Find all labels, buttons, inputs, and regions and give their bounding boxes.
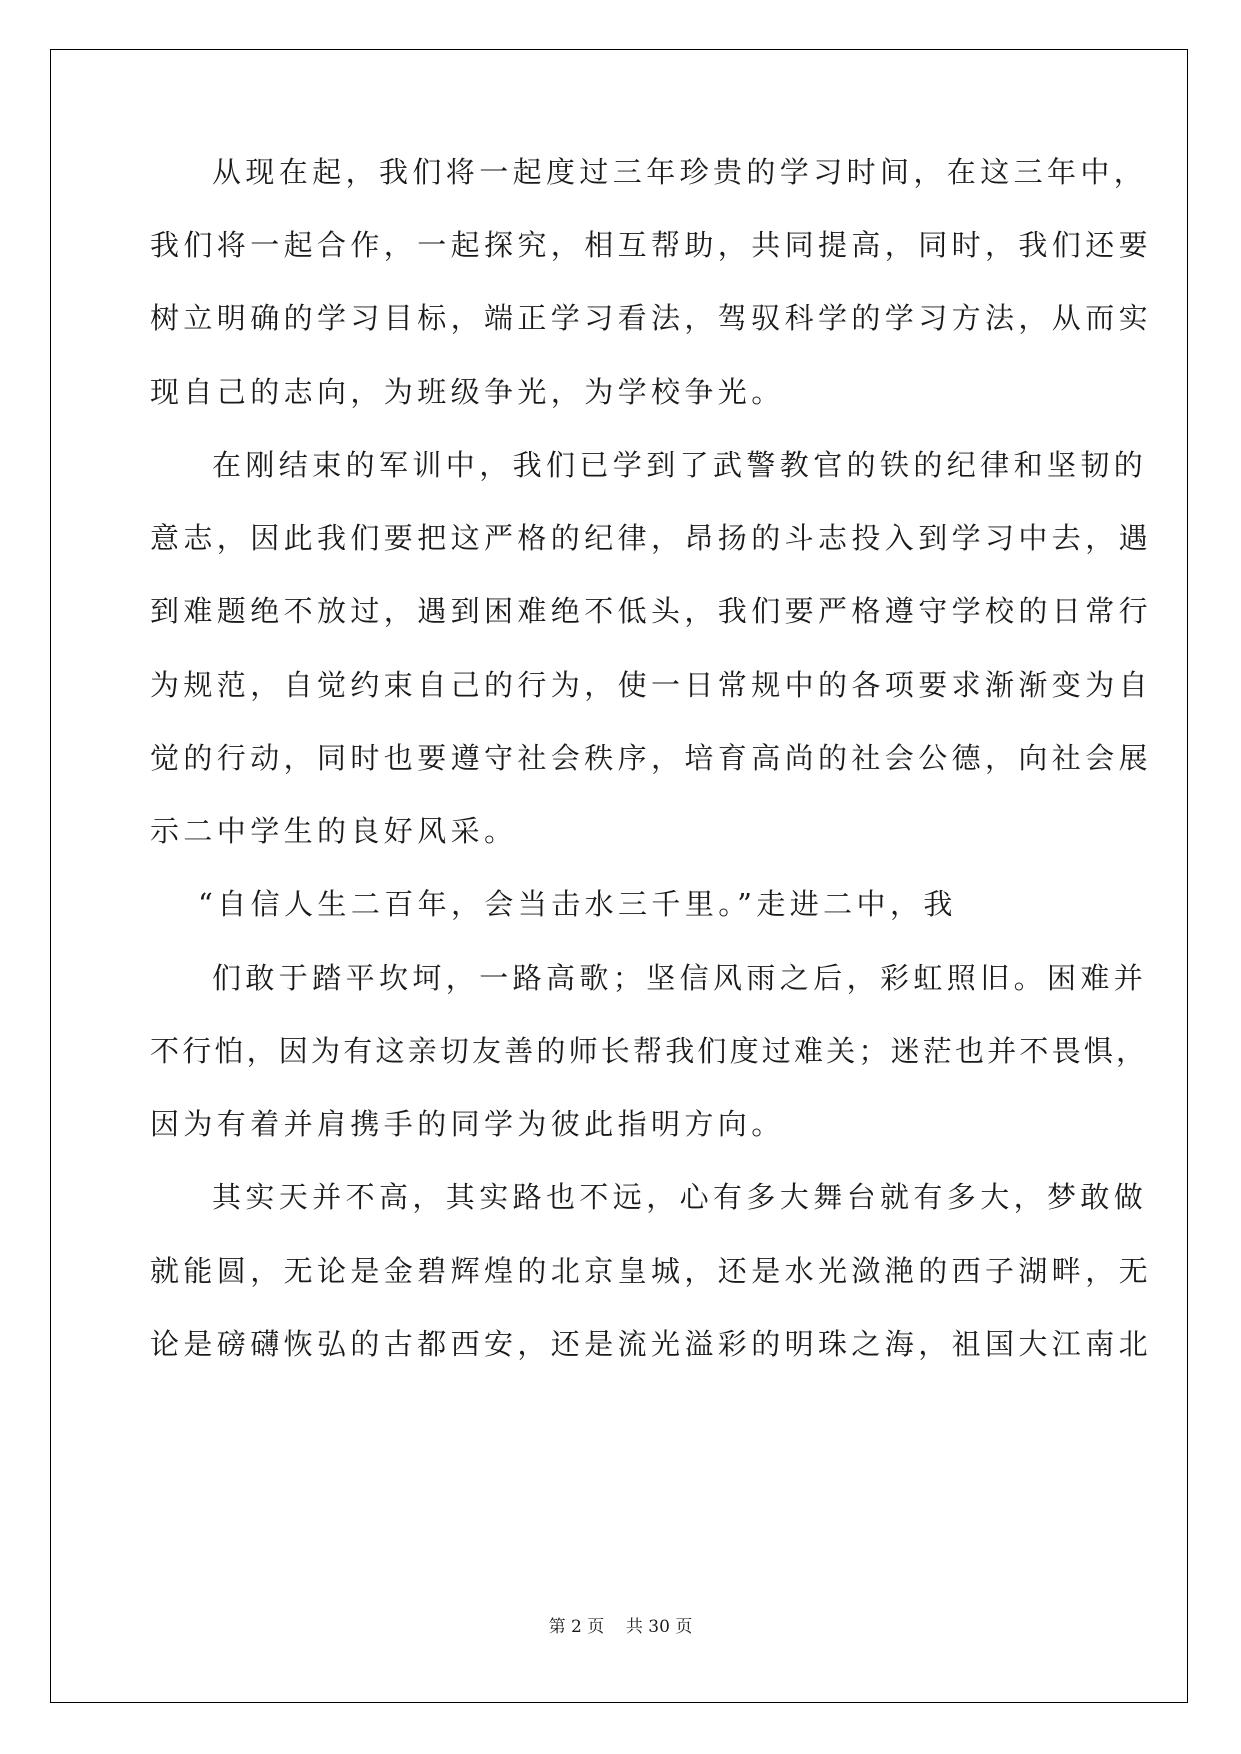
text-line: 其实天并不高，其实路也不远，心有多大舞台就有多大，梦敢做 bbox=[212, 1180, 1148, 1214]
text-line: 觉的行动，同时也要遵守社会秩序，培育高尚的社会公德，向社会展 bbox=[150, 741, 1153, 775]
text-line: 论是磅礴恢弘的古都西安，还是流光溢彩的明珠之海，祖国大江南北 bbox=[150, 1327, 1153, 1361]
text-line: “自信人生二百年，会当击水三千里。”走进二中，我 bbox=[198, 887, 957, 921]
page-number-footer: 第 2 页 共 30 页 bbox=[548, 1617, 693, 1637]
text-line: 从现在起，我们将一起度过三年珍贵的学习时间，在这三年中， bbox=[212, 155, 1148, 189]
text-line: 现自己的志向，为班级争光，为学校争光。 bbox=[150, 375, 785, 409]
text-line: 为规范，自觉约束自己的行为，使一日常规中的各项要求渐渐变为自 bbox=[150, 668, 1153, 702]
text-line: 就能圆，无论是金碧辉煌的北京皇城，还是水光潋滟的西子湖畔，无 bbox=[150, 1254, 1153, 1288]
text-line: 因为有着并肩携手的同学为彼此指明方向。 bbox=[150, 1107, 785, 1141]
text-line: 树立明确的学习目标，端正学习看法，驾驭科学的学习方法，从而实 bbox=[150, 301, 1153, 335]
page-border bbox=[50, 49, 1188, 1703]
text-line: 到难题绝不放过，遇到困难绝不低头，我们要严格遵守学校的日常行 bbox=[150, 594, 1153, 628]
text-line: 意志，因此我们要把这严格的纪律，昂扬的斗志投入到学习中去，遇 bbox=[150, 521, 1153, 555]
text-line: 不行怕，因为有这亲切友善的师长帮我们度过难关；迷茫也并不畏惧， bbox=[150, 1034, 1149, 1068]
text-line: 们敢于踏平坎坷，一路高歌；坚信风雨之后，彩虹照旧。困难并 bbox=[212, 961, 1148, 995]
text-line: 在刚结束的军训中，我们已学到了武警教官的铁的纪律和坚韧的 bbox=[212, 448, 1148, 482]
text-line: 示二中学生的良好风采。 bbox=[150, 814, 518, 848]
text-line: 我们将一起合作，一起探究，相互帮助，共同提高，同时，我们还要 bbox=[150, 228, 1153, 262]
